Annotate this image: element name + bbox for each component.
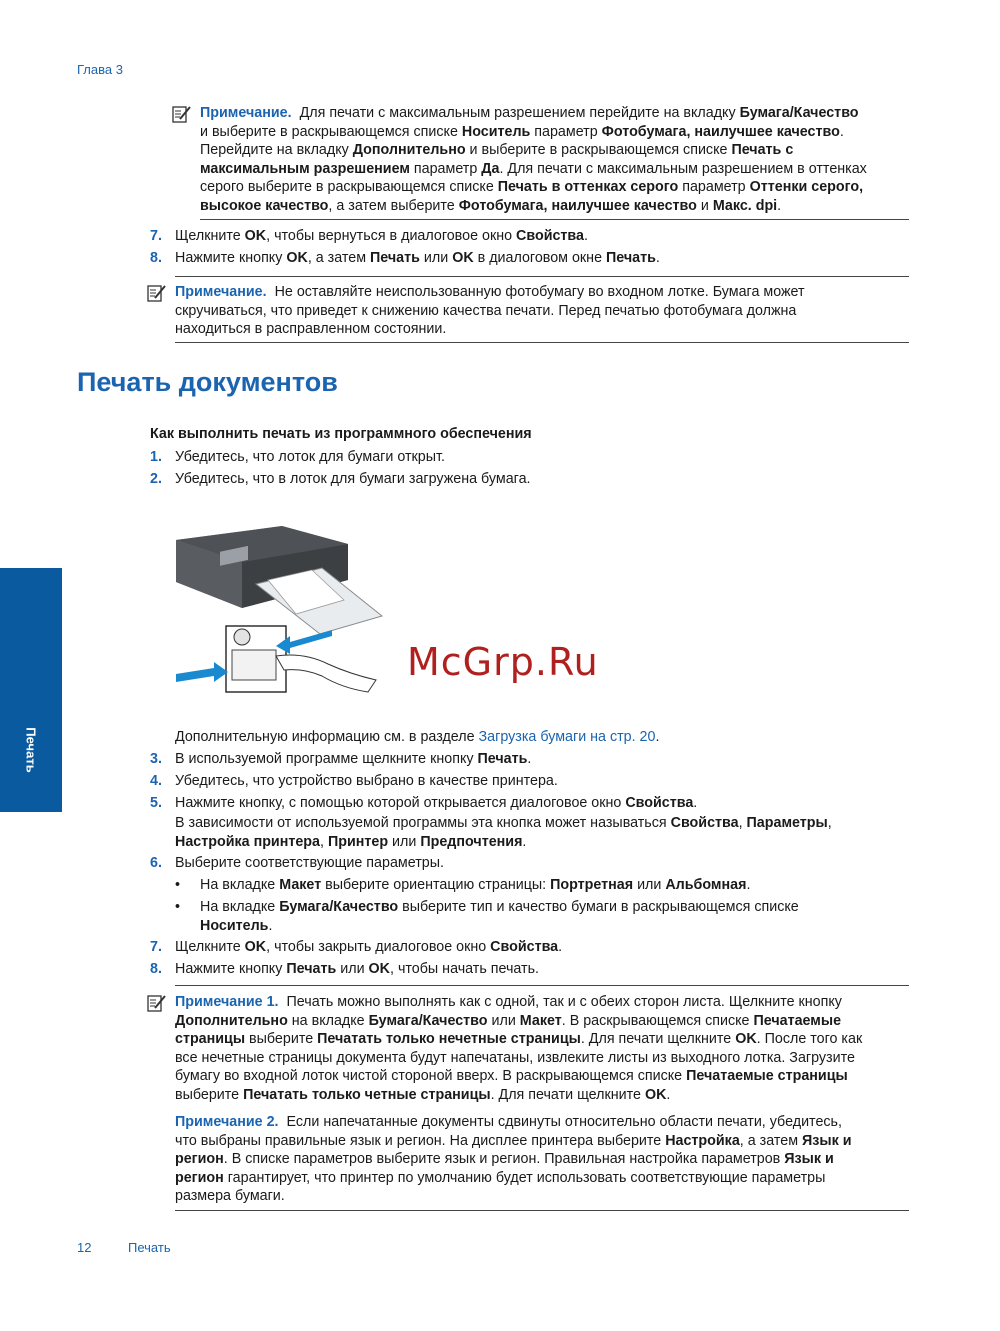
note-photo-paper: Примечание. Не оставляйте неиспользованную фотобумагу во входном лотке. Бумага может скручиваться, что приведет к снижению качества печати. Перед печатью фотобумага должна находиться в расправленном состоянии. <box>175 283 911 339</box>
note-label: Примечание. <box>175 284 267 300</box>
step-number: 3. <box>150 751 162 767</box>
step-number: 7. <box>150 228 162 244</box>
step-number: 7. <box>150 939 162 955</box>
step-number: 5. <box>150 795 162 811</box>
step-number: 4. <box>150 773 162 789</box>
step5-details: В зависимости от используемой программы эта кнопка может называться Свойства, Параметры, Настройка принтера, Принтер или Предпочтения. <box>175 815 832 850</box>
note-label: Примечание 1. <box>175 994 279 1010</box>
side-tab <box>0 568 62 812</box>
step-number: 1. <box>150 449 162 465</box>
divider <box>175 985 909 986</box>
step-number: 8. <box>150 961 162 977</box>
note-pencil-icon <box>172 105 192 123</box>
bullet-paper-quality: • На вкладке Бумага/Качество выберите тип и качество бумаги в раскрывающемся списке Носитель. <box>175 899 799 934</box>
list-item: 8. Нажмите кнопку Печать или OK, чтобы начать печать. <box>150 961 540 977</box>
step-number: 8. <box>150 249 162 266</box>
note-label: Примечание. <box>200 105 292 121</box>
list-item: 8. Нажмите кнопку OK, а затем Печать или OK в диалоговом окне Печать. <box>150 249 660 266</box>
note-pencil-icon <box>147 994 167 1012</box>
section-title: Печать документов <box>77 367 338 397</box>
divider <box>175 276 909 277</box>
note-1-duplex: Примечание 1. Печать можно выполнять как с одной, так и с обеих сторон листа. Щелкните кнопку Дополнительно на вкладке Бумага/Качество или Макет. В раскрывающемся списке Печатаемые страницы выберите Печатать только нечетные страницы. Для печати щелкните OK. После того как все нечетные страницы документа будут напечатаны, извлеките листы из выходного лотка. Загрузите бумагу во входной лоток чистой стороной вверх. В раскрывающемся списке Печатаемые страницы выберите Печатать только четные страницы. Для печати щелкните OK. <box>175 993 915 1105</box>
divider <box>175 342 909 343</box>
list-item: 4. Убедитесь, что устройство выбрано в качестве принтера. <box>150 773 558 789</box>
more-info-line: Дополнительную информацию см. в разделе Загрузка бумаги на стр. 20. <box>175 729 660 745</box>
side-tab-label: Печать <box>23 727 39 773</box>
list-item: 1. Убедитесь, что лоток для бумаги открыт. <box>150 449 445 465</box>
watermark: McGrp.Ru <box>407 640 599 684</box>
list-item: 2. Убедитесь, что в лоток для бумаги загружена бумага. <box>150 471 531 487</box>
list-item: 7. Щелкните OK, чтобы закрыть диалоговое окно Свойства. <box>150 939 563 955</box>
note-max-dpi: Примечание. Для печати с максимальным разрешением перейдите на вкладку Бумага/Качество и выберите в раскрывающемся списке Носитель параметр Фотобумага, наилучшее качество. Перейдите на вкладку Дополнительно и выберите в раскрывающемся списке Печать с максимальным разрешением параметр Да. Для печати с максимальным разрешением в оттенках серого выберите в раскрывающемся списке Печать в оттенках серого параметр Оттенки серого, высокое качество, а затем выберите Фотобумага, наилучшее качество и Макс. dpi. <box>200 104 912 216</box>
list-item: 5. Нажмите кнопку, с помощью которой открывается диалоговое окно Свойства. <box>150 795 698 811</box>
divider <box>200 219 909 220</box>
note-label: Примечание 2. <box>175 1114 279 1130</box>
list-item: 3. В используемой программе щелкните кнопку Печать. <box>150 751 532 767</box>
list-item: 6. Выберите соответствующие параметры. <box>150 855 444 871</box>
list-item: 7. Щелкните OK, чтобы вернуться в диалоговое окно Свойства. <box>150 228 588 244</box>
divider <box>175 1210 909 1211</box>
page-number: 12 <box>77 1240 92 1255</box>
procedure-heading: Как выполнить печать из программного обеспечения <box>150 426 532 442</box>
note-2-region: Примечание 2. Если напечатанные документы сдвинуты относительно области печати, убедитесь, что выбраны правильные язык и регион. На дисплее принтера выберите Настройка, а затем Язык и регион. В списке параметров выберите язык и регион. Правильная настройка параметров Язык и регион гарантирует, что принтер по умолчанию будет использовать соответствующие параметры размера бумаги. <box>175 1114 852 1205</box>
step-number: 6. <box>150 855 162 871</box>
chapter-header: Глава 3 <box>77 62 123 77</box>
bullet-layout: • На вкладке Макет выберите ориентацию страницы: Портретная или Альбомная. <box>175 877 751 893</box>
footer-title: Печать <box>128 1240 171 1255</box>
note-pencil-icon <box>147 284 167 302</box>
step-number: 2. <box>150 471 162 487</box>
printer-loading-paper-illustration <box>172 522 392 700</box>
load-paper-link[interactable]: Загрузка бумаги на стр. 20 <box>478 729 656 745</box>
